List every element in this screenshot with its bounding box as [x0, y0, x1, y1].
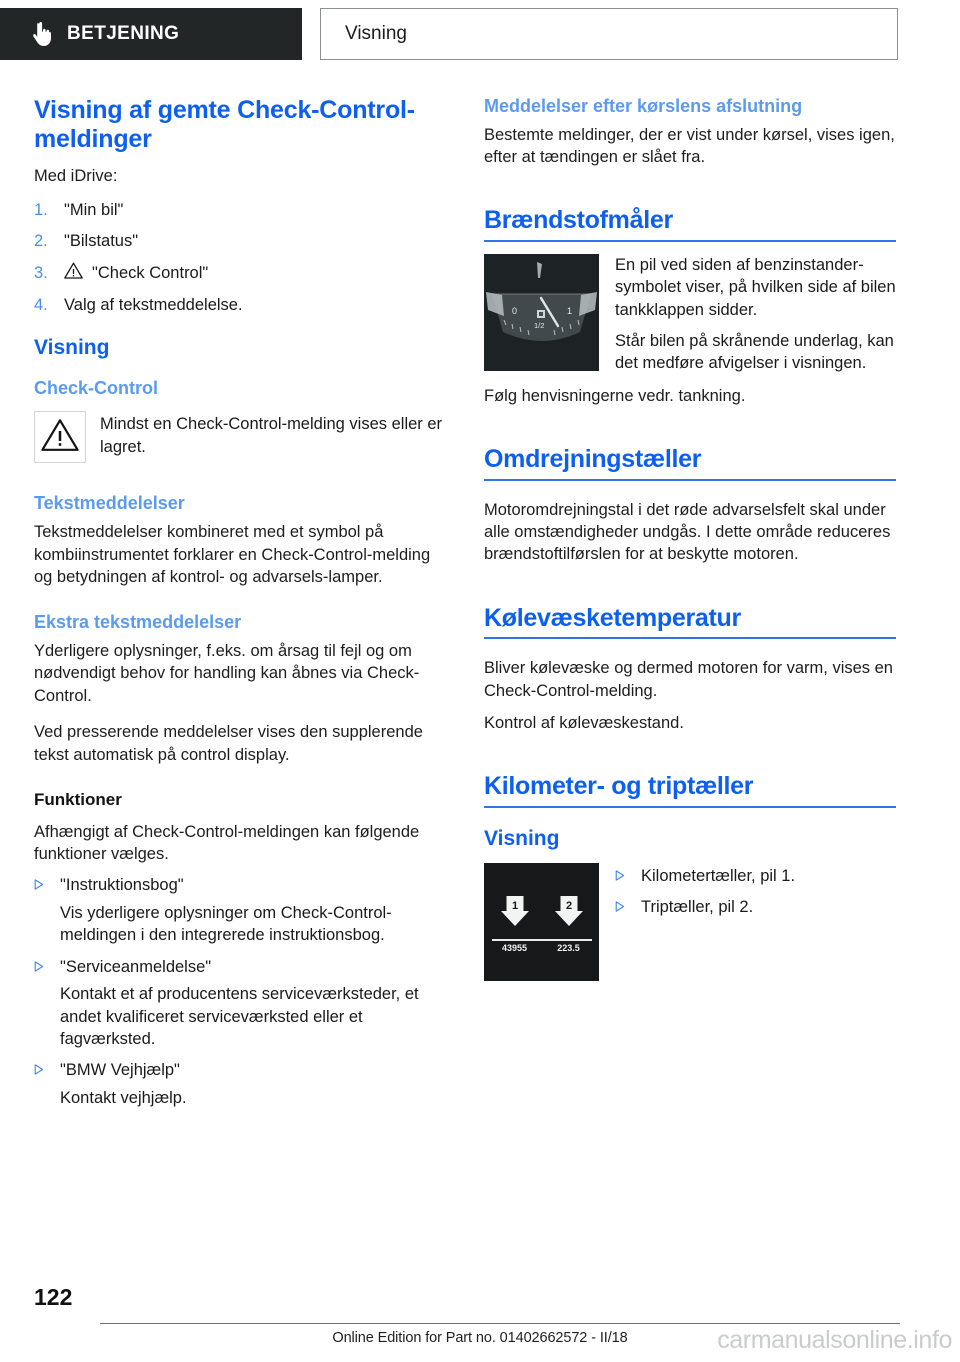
list-item [615, 896, 896, 918]
fuel-gauge-text [615, 254, 896, 375]
triangle-bullet-icon [34, 874, 60, 890]
odometer-arrows [484, 895, 599, 927]
bullet-detail: Vis yderligere oplysninger om Check-Control-meldingen i den integrerede instruktionsbog. [60, 903, 392, 945]
ekstra-body-2: Ved presserende meddelelser vises den supplerende tekst automatisk på control display. [34, 723, 423, 764]
braendstofmaaler-heading: Brændstofmåler [484, 206, 896, 241]
kilometer-heading: Kilometer- og triptæller [484, 772, 896, 807]
section-tab[interactable] [320, 8, 898, 60]
funktioner-body: Afhængigt af Check-Control-meldingen kan følgende funktioner vælges. [34, 822, 420, 863]
footer-divider [100, 1323, 900, 1324]
odometer-values [484, 943, 599, 953]
kilometer-subheading: Visning [484, 826, 560, 850]
warning-triangle-icon [41, 418, 79, 457]
tekstmeddelelser-body: Tekstmeddelelser kombineret med et symbol på kombiinstrumentet forklarer en Check-Control-melding og betydningen af kontrol- og advarsels-lamper. [34, 523, 431, 586]
list-item [34, 294, 446, 316]
odometer-image [484, 863, 599, 981]
check-control-note [34, 411, 446, 463]
koelevaeske-body-1: Bliver kølevæske og dermed motoren for varm, vises en Check-Control-melding. [484, 659, 893, 700]
svg-text:2: 2 [565, 899, 572, 912]
funktioner-list [34, 874, 446, 1109]
list-item [34, 230, 446, 252]
visning-heading: Visning [34, 335, 110, 359]
funktioner-heading: Funktioner [34, 790, 122, 810]
idrive-steps-list [34, 199, 446, 317]
left-column [34, 96, 446, 1109]
arrow-2-cell [549, 895, 589, 927]
section-tab-label: Visning [345, 23, 407, 44]
chapter-banner [0, 8, 302, 60]
list-item [615, 865, 896, 887]
ekstra-body-1: Yderligere oplysninger, f.eks. om årsag til fejl og om nødvendigt behov for handling kan åbnes via Check-Control. [34, 641, 420, 705]
fuel-gauge-block [484, 254, 896, 375]
svg-text:1/2: 1/2 [534, 320, 545, 330]
bullet-detail: Kontakt vejhjælp. [60, 1088, 187, 1107]
page-body [0, 96, 960, 1109]
step-text: "Min bil" [64, 200, 124, 219]
list-item [34, 262, 446, 285]
triangle-bullet-icon [615, 865, 641, 881]
idrive-intro: Med iDrive: [34, 166, 118, 185]
edition-note: Online Edition for Part no. 01402662572 - II/18 [332, 1330, 628, 1346]
triangle-bullet-icon [34, 1059, 60, 1075]
svg-text:1: 1 [567, 305, 573, 316]
bullet-label: "Instruktionsbog" [60, 876, 184, 895]
meddelelser-body: Bestemte meldinger, der er vist under kørsel, vises igen, efter at tændingen er slået fra. [484, 125, 895, 167]
triangle-bullet-icon [615, 896, 641, 912]
odometer-block [484, 863, 896, 985]
pointing-hand-icon [32, 22, 51, 46]
list-item [34, 199, 446, 221]
page-number: 122 [34, 1284, 73, 1310]
down-arrow-icon [554, 895, 584, 927]
left-section-title: Visning af gemte Check-Control-meldinger [34, 96, 415, 154]
bullet-label: Triptæller, pil 2. [641, 898, 754, 917]
warning-triangle-icon [64, 262, 83, 285]
page-header [0, 8, 960, 60]
omdrejningstaeller-body: Motoromdrejningstal i det røde advarselsfelt skal under alle omstændigheder undgås. I dette område reduceres brændstoftilførslen for at beskytte motoren. [484, 500, 891, 564]
bullet-label: "Serviceanmeldelse" [60, 957, 212, 976]
odometer-divider [492, 939, 592, 941]
list-item [34, 956, 446, 978]
down-arrow-icon [500, 895, 530, 927]
arrow-1-cell [495, 895, 535, 927]
bullet-detail: Kontakt et af producentens serviceværksteder, et andet kvalificeret serviceværksted eller et fagværksted. [60, 985, 419, 1049]
omdrejningstaeller-heading: Omdrejningstæller [484, 445, 896, 480]
two-column-layout [0, 96, 960, 1109]
list-item [34, 1059, 446, 1081]
step-number: 3. [34, 263, 48, 282]
koelevaesketemperatur-heading: Kølevæsketemperatur [484, 604, 896, 639]
page-footer [0, 1266, 960, 1362]
triangle-bullet-icon [34, 956, 60, 972]
bullet-label: "BMW Vejhjælp" [60, 1061, 180, 1080]
svg-text:0: 0 [512, 305, 518, 316]
site-watermark: carmanualsonline.info [717, 1326, 952, 1354]
odometer-list [615, 865, 896, 919]
fuel-body-1: En pil ved siden af benzinstander-symbolet viser, på hvilken side af bilen tankklappen sidder. [615, 255, 896, 319]
fuel-gauge-image [484, 254, 599, 371]
step-number: 1. [34, 200, 48, 219]
chapter-label: BETJENING [67, 23, 180, 44]
step-number: 2. [34, 232, 48, 251]
fuel-body-3: Følg henvisningerne vedr. tankning. [484, 386, 746, 405]
odometer-text [615, 863, 896, 919]
right-column [484, 96, 896, 1109]
list-item [34, 874, 446, 896]
warning-triangle-icon-frame [34, 411, 86, 463]
bullet-label: Kilometertæller, pil 1. [641, 866, 796, 885]
koelevaeske-body-2: Kontrol af kølevæskestand. [484, 714, 684, 733]
trip-value: 223.5 [557, 942, 580, 953]
ekstra-tekstmeddelelser-heading: Ekstra tekstmeddelelser [34, 612, 242, 633]
step-text: "Check Control" [92, 263, 209, 282]
step-text: "Bilstatus" [64, 232, 139, 251]
check-control-heading: Check-Control [34, 377, 159, 398]
step-number: 4. [34, 296, 48, 315]
check-control-note-text: Mindst en Check-Control-melding vises eller er lagret. [100, 415, 443, 456]
step-text: Valg af tekstmeddelelse. [64, 296, 243, 315]
odometer-value: 43955 [501, 942, 528, 953]
fuel-body-2: Står bilen på skrånende underlag, kan det medføre afvigelser i visningen. [615, 332, 894, 373]
fuel-gauge-figure [484, 254, 599, 371]
tekstmeddelelser-heading: Tekstmeddelelser [34, 493, 185, 514]
meddelelser-heading: Meddelelser efter kørslens afslutning [484, 96, 803, 116]
odometer-figure [484, 863, 599, 981]
svg-text:1: 1 [511, 899, 518, 912]
